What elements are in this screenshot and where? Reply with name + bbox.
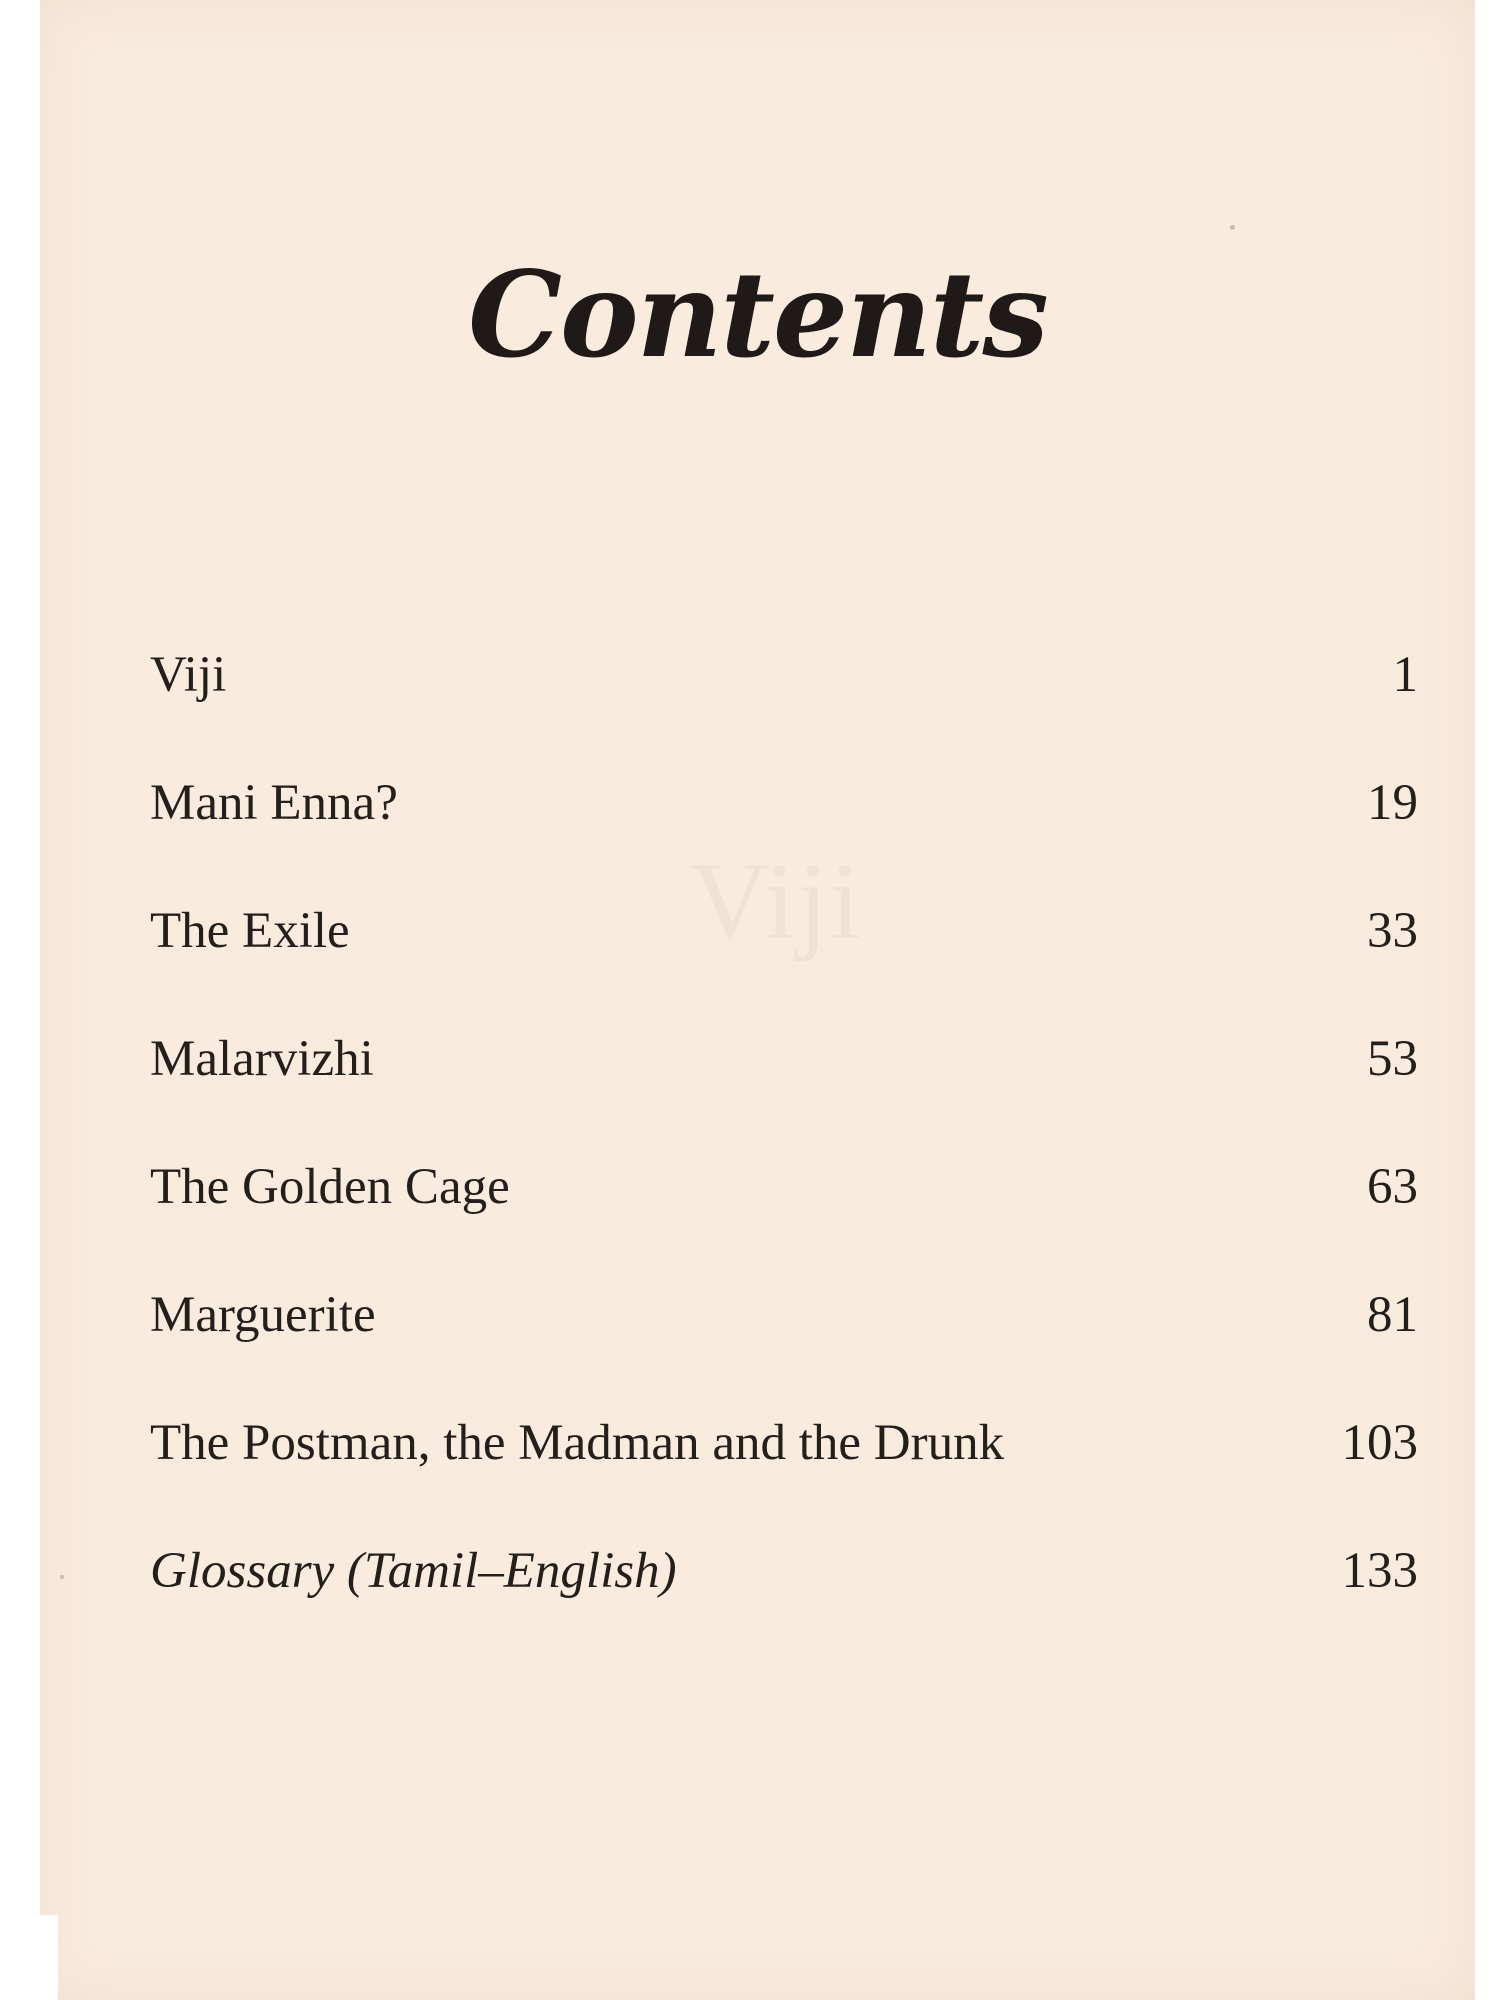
watermark-text: Viji bbox=[690, 840, 863, 962]
toc-entry-page: 103 bbox=[1341, 1415, 1418, 1471]
toc-entry-page: 1 bbox=[1392, 647, 1418, 703]
table-of-contents bbox=[110, 628, 1422, 1652]
page-title: Contents bbox=[468, 245, 1047, 384]
toc-entry-title: The Postman, the Madman and the Drunk bbox=[150, 1415, 1005, 1471]
toc-entry-title: Malarvizhi bbox=[150, 1031, 374, 1087]
scan-margin bbox=[0, 1915, 58, 2000]
toc-entry-title: Glossary (Tamil–English) bbox=[150, 1543, 677, 1599]
toc-entry-glossary[interactable] bbox=[110, 1524, 1422, 1652]
toc-entry[interactable] bbox=[110, 1012, 1422, 1140]
toc-entry-page: 19 bbox=[1367, 775, 1418, 831]
toc-entry-title: The Golden Cage bbox=[150, 1159, 510, 1215]
paper-speck bbox=[1230, 225, 1235, 230]
toc-entry-page: 133 bbox=[1341, 1543, 1418, 1599]
toc-entry-page: 63 bbox=[1367, 1159, 1418, 1215]
toc-entry-page: 33 bbox=[1367, 903, 1418, 959]
toc-entry[interactable] bbox=[110, 1396, 1422, 1524]
book-page bbox=[40, 0, 1475, 2000]
toc-entry-page: 53 bbox=[1367, 1031, 1418, 1087]
toc-entry[interactable] bbox=[110, 1140, 1422, 1268]
toc-entry[interactable] bbox=[110, 884, 1422, 1012]
toc-entry-title: Viji bbox=[150, 647, 227, 703]
toc-entry[interactable] bbox=[110, 1268, 1422, 1396]
toc-entry-title: The Exile bbox=[150, 903, 350, 959]
paper-speck bbox=[60, 1575, 64, 1579]
toc-entry[interactable] bbox=[110, 756, 1422, 884]
toc-entry-page: 81 bbox=[1367, 1287, 1418, 1343]
toc-entry-title: Marguerite bbox=[150, 1287, 376, 1343]
toc-entry[interactable] bbox=[110, 628, 1422, 756]
toc-entry-title: Mani Enna? bbox=[150, 775, 398, 831]
